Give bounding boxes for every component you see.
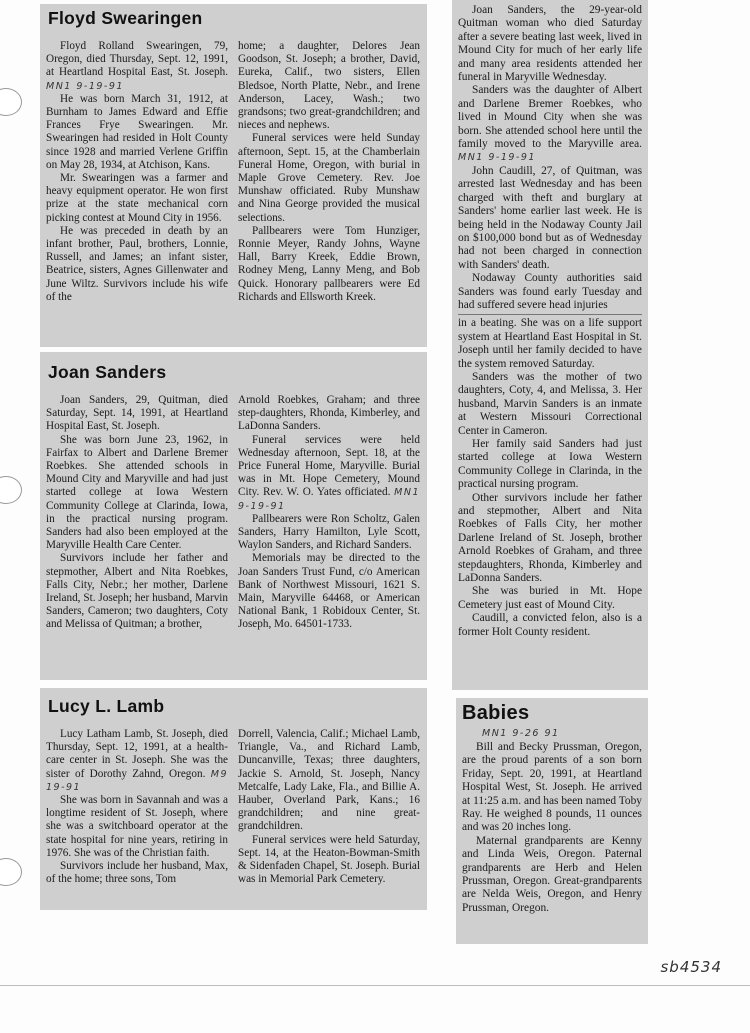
scan-edge: [0, 985, 750, 986]
paragraph: Dorrell, Valencia, Calif.; Michael Lamb, Triangle, Va., and Richard Lamb, Duncanville, Texas; three daughters, Jackie S. Arnold, St. Joseph, Nancy Metcalfe, Lady Lake, Fla., and Billie A. Hauber, Overland Park, Kans.; 16 grandchildren; and nine great-grandchildren.: [238, 728, 420, 833]
obituary-title: Joan Sanders: [48, 362, 167, 382]
paragraph: Caudill, a convicted felon, also is a former Holt County resident.: [458, 612, 642, 638]
paragraph: [46, 40, 228, 93]
obituary-title: Lucy L. Lamb: [48, 696, 165, 716]
paragraph: Nodaway County authorities said Sanders was found early Tuesday and had suffered severe head injuries: [458, 272, 642, 311]
paragraph: John Caudill, 27, of Quitman, was arrested last Wednesday and has been charged with theft and burglary at Sanders' home earlier last week. He is being held in the Nodaway County Jail on $100,000 bond but as of Wednesday had not been charged in connection with Sanders' death.: [458, 164, 642, 271]
handwritten-note: MN1 9-19-91: [46, 80, 124, 92]
handwritten-note: MN1 9-19-91: [238, 487, 420, 512]
paragraph: She was born in Savannah and was a longtime resident of St. Joseph, where she was a switchboard operator at the state hospital for nine years, retiring in 1976. She was of the Christian faith.: [46, 794, 228, 859]
paragraph: He was preceded in death by an infant brother, Paul, brothers, Lonnie, Russell, and James; an infant sister, Beatrice, sisters, Agnes Gillenwater and June Wiltz. Survivors include his wife of the: [46, 224, 228, 303]
paragraph: Mr. Swearingen was a farmer and heavy equipment operator. He won first prize at the state mechanical corn picking contest at Mound City in 1956.: [46, 172, 228, 224]
archive-signature: sb4534: [660, 958, 722, 976]
paragraph: Survivors include her father and stepmother, Albert and Nita Roebkes, Falls City, Nebr.; her mother, Darlene Ireland, St. Joseph; her husband, Marvin Sanders, Cameron; two daughters, Coty and Melissa of Quitman; a brother,: [46, 552, 228, 631]
paragraph: Pallbearers were Ron Scholtz, Galen Sanders, Harry Hamilton, Lyle Scott, Waylon Sanders, and Richard Sanders.: [238, 512, 420, 552]
handwritten-note: M9 19-91: [46, 768, 228, 793]
paragraph-text: Lucy Latham Lamb, St. Joseph, died Thursday, Sept. 12, 1991, at a health-care center in St. Joseph. She was the sister of Dorothy Zahnd, Oregon.: [46, 728, 228, 780]
paragraph: Maternal grandparents are Kenny and Linda Weis, Oregon. Paternal grandparents are Herb and Helen Prussman, Oregon. Great-grandparents are Nelda Weis, Oregon, and Henry Prussman, Oregon.: [462, 834, 642, 914]
paragraph: Her family said Sanders had just started college at Iowa Western Community College in Clarinda, in the practical nursing program.: [458, 438, 642, 491]
paragraph: [46, 728, 228, 794]
obituary-title: Floyd Swearingen: [48, 8, 203, 28]
obituary-joan-sanders: [40, 352, 427, 680]
obituary-column-1: [46, 728, 228, 886]
section-title: Babies: [462, 702, 530, 724]
paragraph: Sanders was the mother of two daughters, Coty, 4, and Melissa, 3. Her husband, Marvin Sanders is an inmate at Western Missouri Correctional Center in Cameron.: [458, 370, 642, 437]
paragraph: home; a daughter, Delores Jean Goodson, St. Joseph; a brother, David, Eureka, Calif., two sisters, Ellen Bledsoe, North Platte, Nebr., and Irene Anderson, Lacey, Wash.; two grandsons; two great-grandchildren; and nieces and nephews.: [238, 40, 420, 132]
obituary-column-1: [46, 40, 228, 304]
paragraph: She was buried in Mt. Hope Cemetery just east of Mound City.: [458, 585, 642, 611]
handwritten-note: MN1 9-26 91: [482, 728, 560, 739]
paragraph: Memorials may be directed to the Joan Sanders Trust Fund, c/o American Bank of Northwest Missouri, 1621 S. Main, Maryville 64468, or American National Bank, 1 Robidoux Center, St. Joseph, Mo. 64501-1733.: [238, 552, 420, 631]
paragraph: Survivors include her husband, Max, of the home; three sons, Tom: [46, 860, 228, 886]
paragraph: Arnold Roebkes, Graham; and three step-daughters, Rhonda, Kimberley, and LaDonna Sanders.: [238, 394, 420, 433]
obituary-column-1: [46, 394, 228, 632]
obituary-column-2: [238, 728, 420, 886]
babies-announcement: [456, 698, 648, 944]
paragraph: [238, 434, 420, 513]
news-article-joan-sanders: [452, 0, 648, 690]
clipping-seam: [458, 314, 642, 315]
obituary-column-2: [238, 394, 420, 632]
paragraph: Bill and Becky Prussman, Oregon, are the proud parents of a son born Friday, Sept. 20, 1991, at Heartland Hospital West, St. Joseph. He arrived at 11:25 a.m. and has been named Toby Ray. He weighed 8 pounds, 11 ounces and was 20 inches long.: [462, 741, 642, 834]
paragraph: Pallbearers were Tom Hunziger, Ronnie Meyer, Randy Johns, Wayne Hall, Barry Kreek, Eddie Brown, Rodney Meng, Lanny Meng, and Bob Quick. Honorary pallbearers were Ed Richards and Ellsworth Kreek.: [238, 224, 420, 303]
binder-hole: [0, 858, 22, 886]
paragraph: Joan Sanders, 29, Quitman, died Saturday, Sept. 14, 1991, at Heartland Hospital East, St. Joseph.: [46, 394, 228, 433]
paragraph-text: Sanders was the daughter of Albert and Darlene Bremer Roebkes, who lived in Mound City when she was born. She attended school here until the family moved to the Maryville area.: [458, 84, 642, 151]
paragraph: [458, 84, 642, 164]
paragraph: He was born March 31, 1912, at Burnham to James Edward and Effie Frances Frye Swearingen. Mr. Swearingen had resided in Holt County since 1928 and married Verlene Griffin on May 28, 1934, at Atchison, Kans.: [46, 92, 228, 171]
obituary-lucy-lamb: [40, 688, 427, 910]
paragraph: Funeral services were held Sunday afternoon, Sept. 15, at the Chamberlain Funeral Home, Oregon, with burial in Maple Grove Cemetery. Rev. Joe Munshaw officiated. Ruby Munshaw and Nina George provided the musical selections.: [238, 132, 420, 224]
obituary-column-2: [238, 40, 420, 304]
paragraph-text: Floyd Rolland Swearingen, 79, Oregon, died Thursday, Sept. 12, 1991, at Heartland Hospital East, St. Joseph.: [46, 40, 228, 79]
paragraph: Joan Sanders, the 29-year-old Quitman woman who died Saturday after a severe beating last week, lived in Mound City for much of her early life and many area residents attended her funeral in Maryville Wednesday.: [458, 4, 642, 84]
paragraph-text: Funeral services were held Wednesday afternoon, Sept. 18, at the Price Funeral Home, Maryville. Burial was in Mt. Hope Cemetery, Mound City. Rev. W. O. Yates officiated.: [238, 433, 420, 499]
paragraph: Other survivors include her father and stepmother, Albert and Nita Roebkes of Falls City, her mother Darlene Ireland of St. Joseph, brother Arnold Roebkes of Graham, and three stepdaughters, Rhonda, Kimberley and LaDonna Sanders.: [458, 491, 642, 585]
obituary-floyd-swearingen: [40, 4, 427, 347]
binder-hole: [0, 476, 22, 504]
paragraph: She was born June 23, 1962, in Fairfax to Albert and Darlene Bremer Roebkes. She attended schools in Mound City and Maryville and had just started college at Iowa Western Community College at Clarinda, Iowa, in the practical nursing program. Sanders had also been employed at the Maryville Health Care Center.: [46, 433, 228, 552]
handwritten-note: MN1 9-19-91: [458, 152, 536, 164]
binder-hole: [0, 88, 22, 116]
paragraph: Funeral services were held Saturday, Sept. 14, at the Heaton-Bowman-Smith & Sidenfaden Chapel, St. Joseph. Burial was in Memorial Park Cemetery.: [238, 833, 420, 886]
paragraph: in a beating. She was on a life support system at Heartland East Hospital in St. Joseph until her family decided to have the system removed Saturday.: [458, 317, 642, 370]
